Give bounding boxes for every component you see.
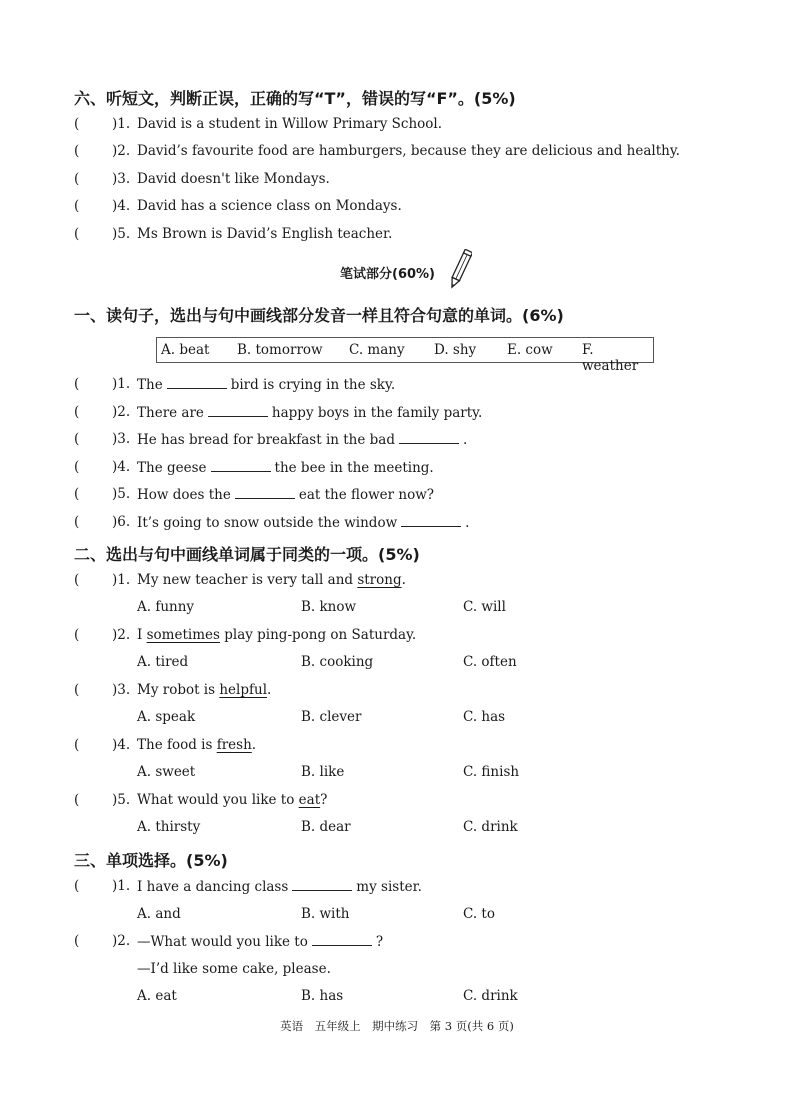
word-option: B. tomorrow: [237, 342, 323, 358]
option-c: C. will: [463, 599, 506, 615]
question-number: )5.: [112, 486, 131, 502]
question-number: )2.: [112, 404, 131, 420]
question-number: )1.: [112, 116, 131, 132]
question-text: My robot is helpful.: [137, 682, 272, 698]
option-b: B. clever: [301, 709, 362, 725]
question-number: )3.: [112, 171, 131, 187]
question-text: There are happy boys in the family party.: [137, 405, 483, 421]
option-c: C. drink: [463, 819, 518, 835]
answer-blank: [235, 486, 295, 499]
option-a: A. sweet: [137, 764, 196, 780]
answer-paren: (: [74, 404, 80, 420]
option-a: A. and: [137, 906, 181, 922]
option-b: B. has: [301, 988, 344, 1004]
option-b: B. know: [301, 599, 357, 615]
answer-paren: (: [74, 459, 80, 475]
answer-paren: (: [74, 486, 80, 502]
section-6-title: 六、听短文，判断正误，正确的写“T”，错误的写“F”。(5%): [74, 89, 516, 108]
option-c: C. drink: [463, 988, 518, 1004]
option-a: A. tired: [137, 654, 189, 670]
question-text: David’s favourite food are hamburgers, because they are delicious and healthy.: [137, 143, 680, 159]
question-text: It’s going to snow outside the window .: [137, 515, 470, 531]
question-number: )5.: [112, 792, 131, 808]
answer-blank: [208, 404, 268, 417]
question-number: )1.: [112, 572, 131, 588]
answer-blank: [401, 514, 461, 527]
answer-blank: [292, 878, 352, 891]
written-part-label: 笔试部分(60%): [340, 267, 435, 282]
question-number: )1.: [112, 376, 131, 392]
question-text: The food is fresh.: [137, 737, 257, 753]
answer-blank: [167, 376, 227, 389]
answer-paren: (: [74, 431, 80, 447]
answer-paren: (: [74, 627, 80, 643]
answer-blank: [399, 431, 459, 444]
question-text: David doesn't like Mondays.: [137, 171, 330, 187]
question-number: )4.: [112, 737, 131, 753]
option-a: A. speak: [137, 709, 196, 725]
question-text: The bird is crying in the sky.: [137, 377, 396, 393]
question-text: He has bread for breakfast in the bad .: [137, 432, 468, 448]
answer-paren: (: [74, 143, 80, 159]
section-3-title: 三、单项选择。(5%): [74, 851, 228, 870]
word-option: A. beat: [161, 342, 210, 358]
option-c: C. often: [463, 654, 517, 670]
word-option: D. shy: [434, 342, 477, 358]
option-c: C. to: [463, 906, 495, 922]
option-b: B. dear: [301, 819, 351, 835]
question-number: )2.: [112, 627, 131, 643]
word-option: C. many: [349, 342, 405, 358]
page-footer: 英语 五年级上 期中练习 第 3 页(共 6 页): [280, 1019, 514, 1033]
word-option: E. cow: [507, 342, 553, 358]
word-option: F. weather: [582, 342, 639, 374]
question-text: What would you like to eat?: [137, 792, 328, 808]
question-number: )4.: [112, 459, 131, 475]
answer-blank: [312, 933, 372, 946]
answer-paren: (: [74, 792, 80, 808]
answer-paren: (: [74, 933, 80, 949]
option-b: B. like: [301, 764, 345, 780]
option-c: C. has: [463, 709, 506, 725]
option-a: A. eat: [137, 988, 177, 1004]
question-text: I have a dancing class my sister.: [137, 879, 422, 895]
question-number: )1.: [112, 878, 131, 894]
question-text: I sometimes play ping-pong on Saturday.: [137, 627, 417, 643]
question-text: Ms Brown is David’s English teacher.: [137, 226, 393, 242]
option-b: B. with: [301, 906, 350, 922]
section-1-title: 一、读句子，选出与句中画线部分发音一样且符合句意的单词。(6%): [74, 306, 564, 325]
question-number: )2.: [112, 933, 131, 949]
answer-paren: (: [74, 514, 80, 530]
question-text: My new teacher is very tall and strong.: [137, 572, 406, 588]
option-a: A. funny: [137, 599, 195, 615]
answer-paren: (: [74, 116, 80, 132]
question-text: David is a student in Willow Primary School.: [137, 116, 443, 132]
question-number: )5.: [112, 226, 131, 242]
question-text: —What would you like to ?: [137, 934, 384, 950]
question-text: How does the eat the flower now?: [137, 487, 435, 503]
question-text: David has a science class on Mondays.: [137, 198, 402, 214]
answer-paren: (: [74, 376, 80, 392]
answer-paren: (: [74, 878, 80, 894]
dialogue-reply: —I’d like some cake, please.: [137, 961, 331, 977]
answer-paren: (: [74, 737, 80, 753]
option-b: B. cooking: [301, 654, 374, 670]
question-number: )2.: [112, 143, 131, 159]
question-number: )3.: [112, 431, 131, 447]
option-a: A. thirsty: [137, 819, 201, 835]
word-options-box: [156, 337, 654, 374]
answer-blank: [211, 459, 271, 472]
answer-paren: (: [74, 171, 80, 187]
pencil-icon: [448, 249, 472, 291]
option-c: C. finish: [463, 764, 520, 780]
question-number: )4.: [112, 198, 131, 214]
question-text: The geese the bee in the meeting.: [137, 460, 434, 476]
question-number: )6.: [112, 514, 131, 530]
answer-paren: (: [74, 682, 80, 698]
answer-paren: (: [74, 572, 80, 588]
section-2-title: 二、选出与句中画线单词属于同类的一项。(5%): [74, 545, 420, 564]
answer-paren: (: [74, 198, 80, 214]
question-number: )3.: [112, 682, 131, 698]
answer-paren: (: [74, 226, 80, 242]
